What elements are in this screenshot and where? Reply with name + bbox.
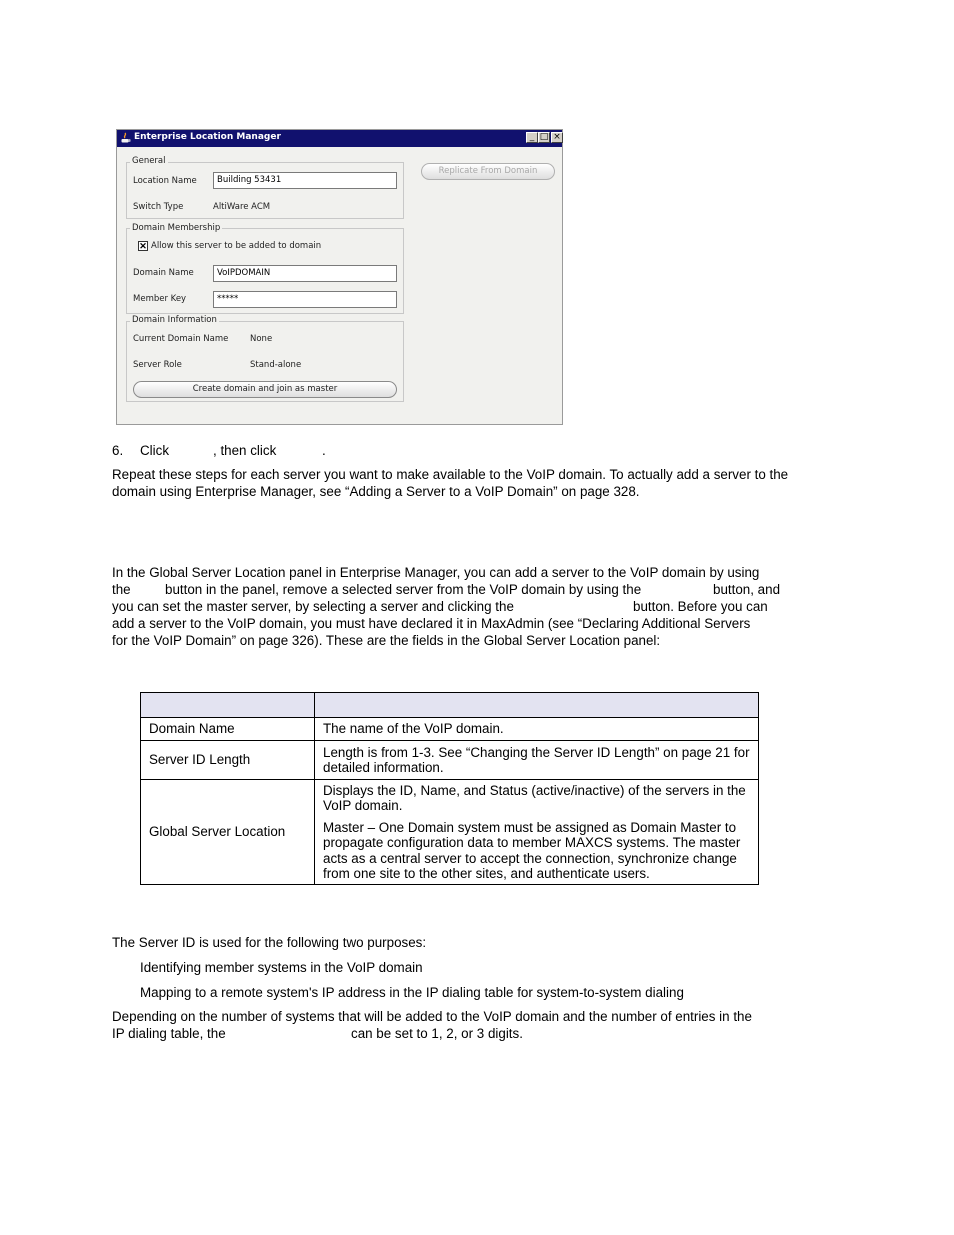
enterprise-location-manager-window bbox=[116, 129, 563, 425]
table-desc-text: Length is from 1-3. See “Changing the Server ID Length” on page 21 for detailed information. bbox=[323, 744, 750, 775]
location-name-input[interactable]: Building 53431 bbox=[213, 172, 397, 189]
panel-paragraph-line2b: button in the panel, remove a selected server from the VoIP domain by using the bbox=[165, 582, 642, 597]
maximize-button[interactable]: □ bbox=[539, 132, 549, 142]
panel-paragraph-line2c: button, and bbox=[713, 582, 781, 597]
table-row bbox=[141, 741, 759, 780]
window-title: Enterprise Location Manager bbox=[134, 132, 281, 142]
serverid-intro: The Server ID is used for the following two purposes: bbox=[112, 935, 427, 950]
current-domain-value: None bbox=[250, 334, 273, 344]
serverid-paragraph-line1: Depending on the number of systems that will be added to the VoIP domain and the number of entries in the bbox=[112, 1009, 752, 1024]
table-field-cell: Global Server Location bbox=[141, 780, 315, 885]
switch-type-value: AltiWare ACM bbox=[213, 202, 271, 212]
step-click: Click bbox=[140, 443, 170, 458]
serverid-bullet-1: Identifying member systems in the VoIP domain bbox=[140, 960, 423, 975]
panel-paragraph-line5: for the VoIP Domain” on page 326). These are the fields in the Global Server Location panel: bbox=[112, 633, 661, 648]
table-field-cell: Domain Name bbox=[141, 718, 315, 741]
switch-type-label: Switch Type bbox=[133, 202, 184, 212]
repeat-paragraph: Repeat these steps for each server you want to make available to the VoIP domain. To actually add a server to the domain using Enterprise Manager, see “Adding a Server to a VoIP Domain” on page 328. bbox=[112, 467, 789, 499]
step-number: 6. bbox=[112, 443, 124, 458]
domain-name-label: Domain Name bbox=[133, 268, 194, 278]
minimize-button[interactable]: _ bbox=[526, 132, 538, 143]
table-desc-text: Master – One Domain system must be assigned as Domain Master to propagate configuration data to member MAXCS systems. The master acts as a central server to accept the connection, synchronize change from one site to the other sites, and authenticate users. bbox=[323, 819, 741, 881]
panel-paragraph-line3b: button. Before you can bbox=[633, 599, 768, 614]
domain-name-input[interactable]: VoIPDOMAIN bbox=[213, 265, 397, 282]
fields-table bbox=[140, 692, 759, 885]
table-desc-cell bbox=[315, 718, 759, 741]
table-row bbox=[141, 718, 759, 741]
create-domain-button[interactable]: Create domain and join as master bbox=[133, 381, 397, 398]
close-button[interactable]: × bbox=[551, 132, 563, 143]
member-key-input[interactable]: ***** bbox=[213, 291, 397, 308]
table-desc-cell bbox=[315, 780, 759, 885]
panel-paragraph-line2a: the bbox=[112, 582, 131, 597]
serverid-paragraph-line2a: IP dialing table, the bbox=[112, 1026, 226, 1041]
panel-paragraph-line1: In the Global Server Location panel in Enterprise Manager, you can add a server to the VoIP domain by using bbox=[112, 565, 760, 580]
server-role-value: Stand-alone bbox=[250, 360, 302, 370]
table-row bbox=[141, 780, 759, 885]
table-header-row bbox=[141, 693, 759, 718]
window-titlebar bbox=[117, 130, 562, 147]
panel-paragraph-line3a: you can set the master server, by selecting a server and clicking the bbox=[112, 599, 514, 614]
table-desc-cell bbox=[315, 741, 759, 780]
table-field-cell: Server ID Length bbox=[141, 741, 315, 780]
current-domain-label: Current Domain Name bbox=[133, 334, 229, 344]
table-desc-text: The name of the VoIP domain. bbox=[323, 721, 504, 737]
step-then-click: , then click bbox=[213, 443, 277, 458]
replicate-from-domain-button[interactable]: Replicate From Domain bbox=[421, 163, 555, 180]
step-end: . bbox=[322, 443, 326, 458]
panel-paragraph-line4: add a server to the VoIP domain, you must have declared it in MaxAdmin (see “Declaring Additional Servers bbox=[112, 616, 751, 631]
member-key-label: Member Key bbox=[133, 294, 187, 304]
serverid-bullet-2: Mapping to a remote system's IP address in the IP dialing table for system-to-system dialing bbox=[140, 985, 684, 1000]
allow-domain-checkbox[interactable]: ✕ bbox=[139, 241, 147, 251]
domain-information-legend: Domain Information bbox=[132, 315, 217, 325]
table-header-cell bbox=[141, 693, 315, 718]
domain-membership-legend: Domain Membership bbox=[132, 223, 221, 233]
serverid-paragraph-line2b: can be set to 1, 2, or 3 digits. bbox=[351, 1026, 523, 1041]
server-role-label: Server Role bbox=[133, 360, 182, 370]
general-legend: General bbox=[132, 156, 166, 166]
allow-domain-label: Allow this server to be added to domain bbox=[151, 241, 322, 251]
java-icon bbox=[120, 132, 131, 144]
table-desc-text: Displays the ID, Name, and Status (active/inactive) of the servers in the VoIP domain. bbox=[323, 782, 746, 813]
location-name-label: Location Name bbox=[133, 176, 197, 186]
table-header-cell bbox=[315, 693, 759, 718]
